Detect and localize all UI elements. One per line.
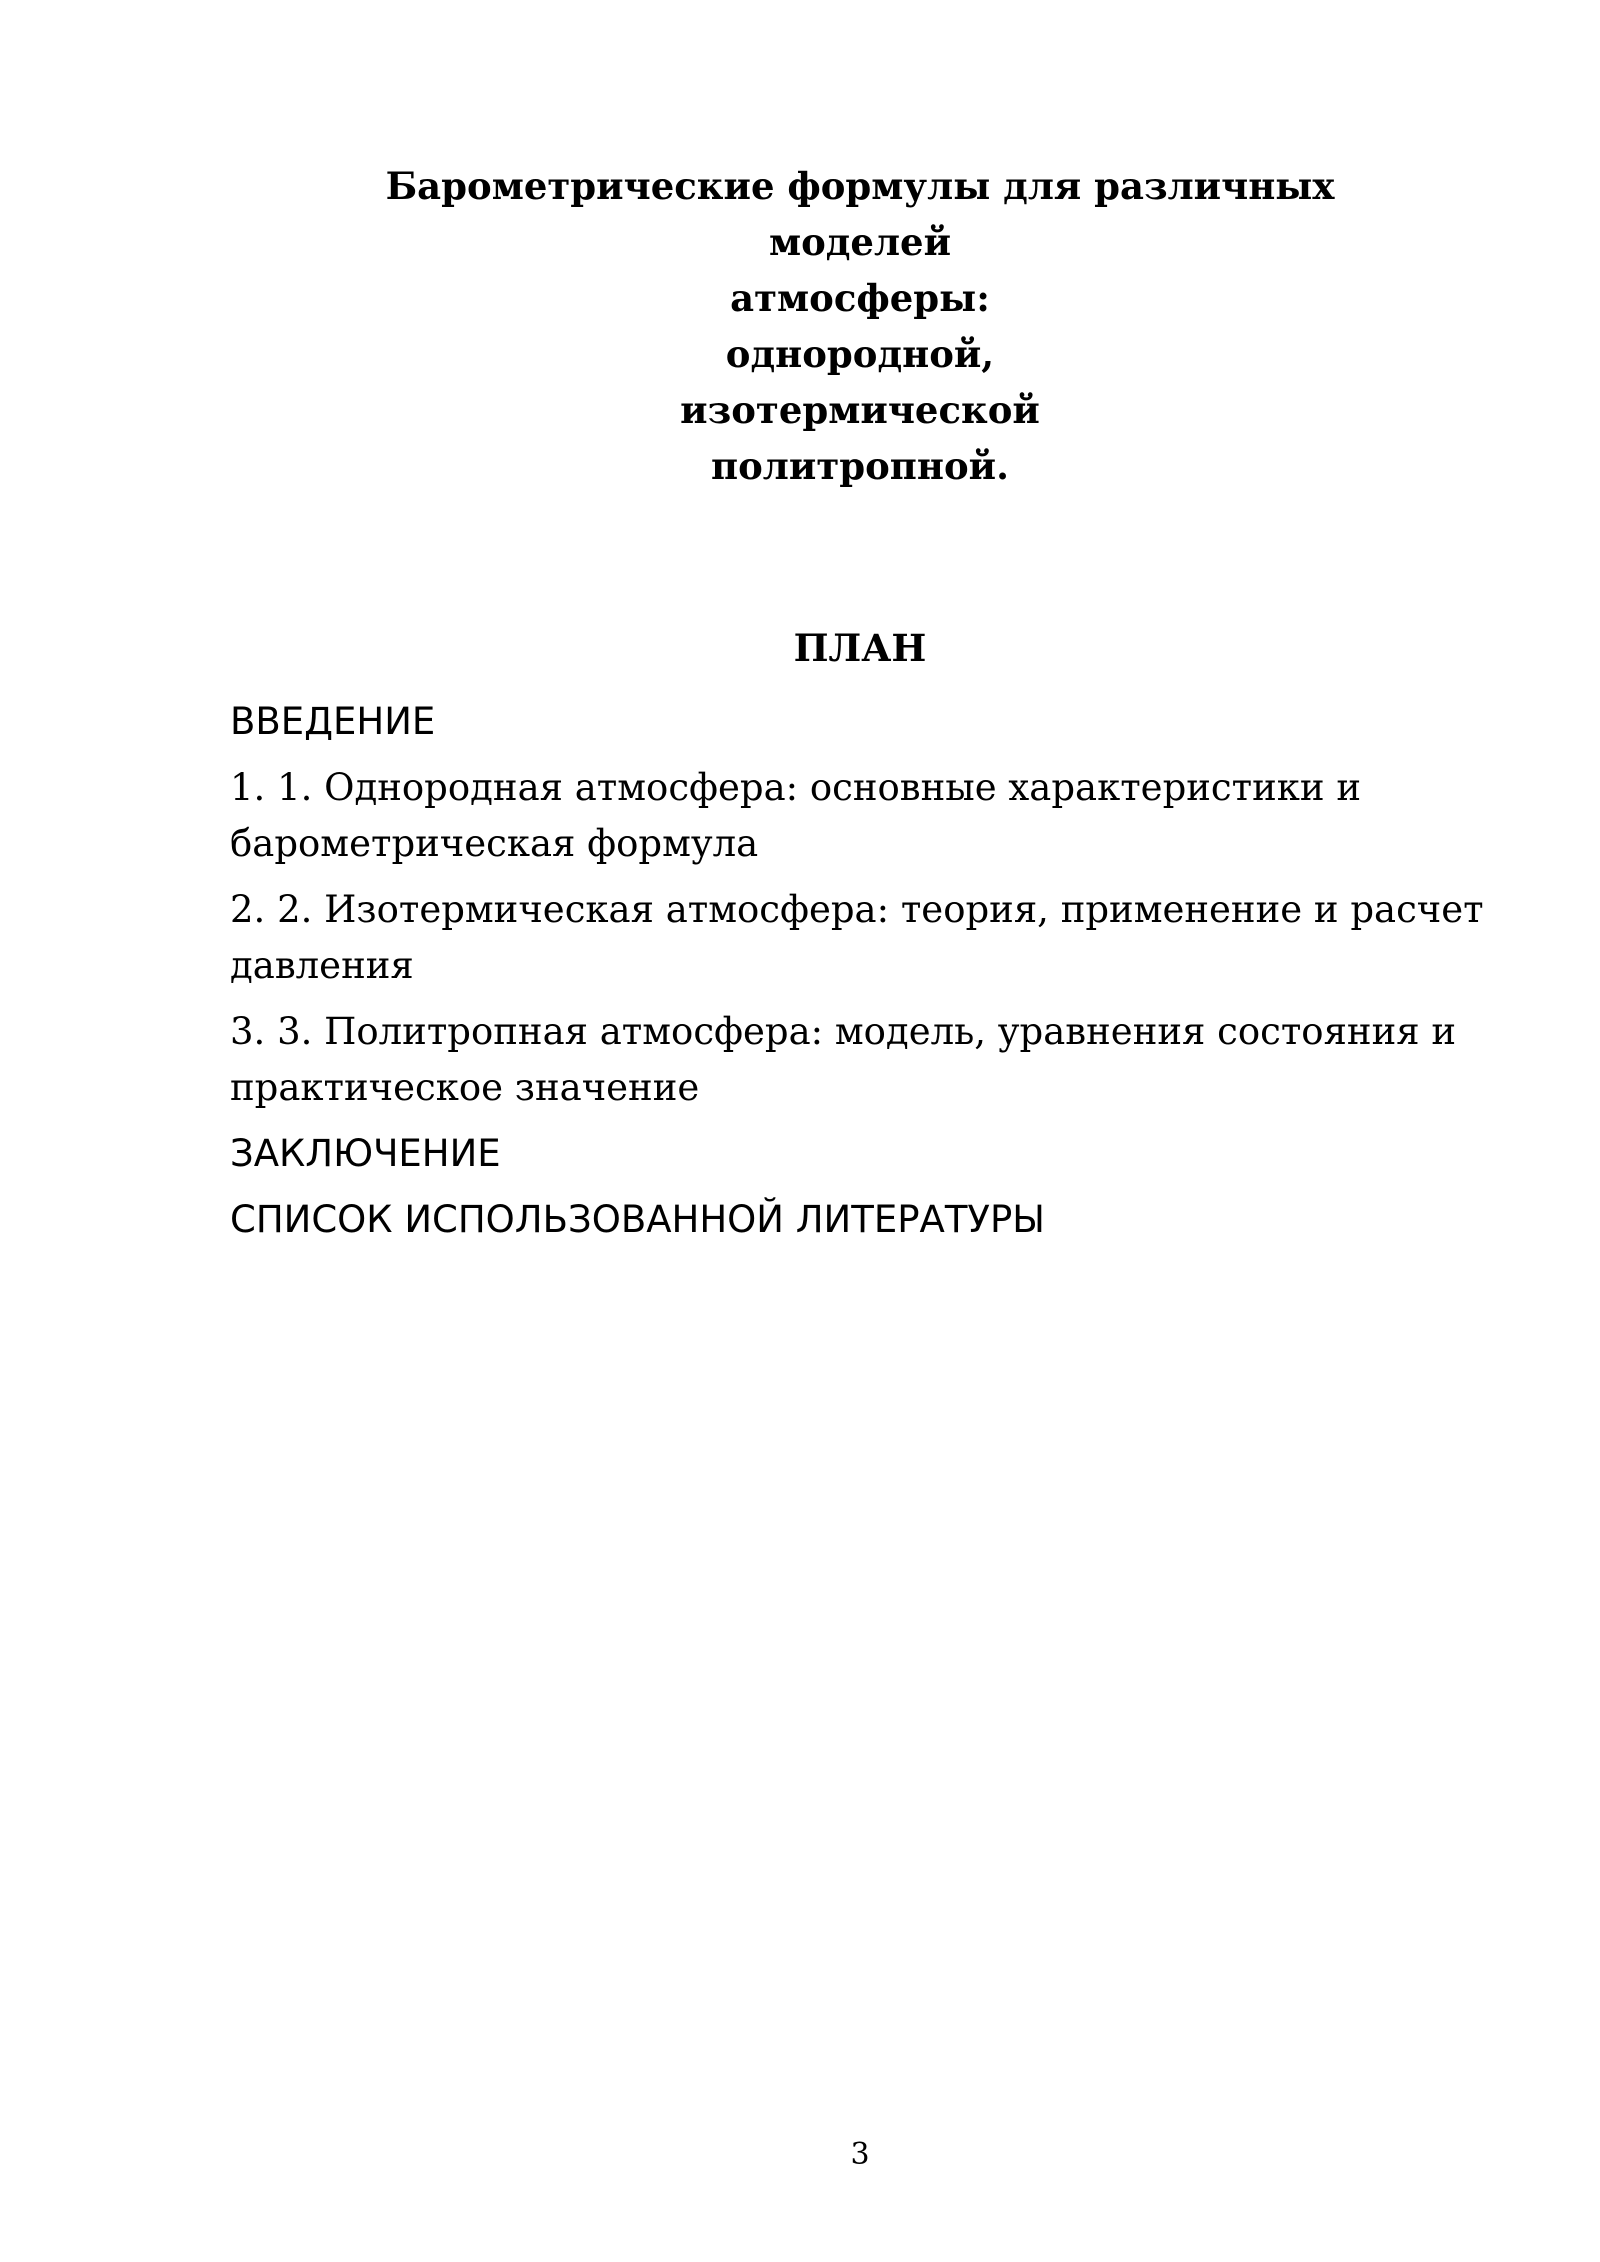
title-line: Барометрические формулы для различных [385,164,1335,208]
title-line: атмосферы: [730,276,990,320]
document-title [230,158,1490,494]
toc-item-chapter-3: 3. 3. Политропная атмосфера: модель, уравнения состояния и практическое значение [230,1010,1457,1109]
toc-item-introduction: ВВЕДЕНИЕ [230,700,436,743]
toc-item-conclusion: ЗАКЛЮЧЕНИЕ [230,1132,501,1175]
toc-item-chapter-1: 1. 1. Однородная атмосфера: основные характеристики и барометрическая формула [230,766,1361,865]
page-number: 3 [850,2137,870,2172]
title-line: изотермической [680,388,1040,432]
toc-item-chapter-2: 2. 2. Изотермическая атмосфера: теория, применение и расчет давления [230,888,1484,987]
plan-heading: ПЛАН [793,626,927,670]
title-line: однородной, [725,332,995,376]
toc-item-references: СПИСОК ИСПОЛЬЗОВАННОЙ ЛИТЕРАТУРЫ [230,1198,1045,1241]
table-of-contents [230,694,1520,1248]
title-line: политропной. [711,444,1009,488]
title-line: моделей [768,220,952,264]
